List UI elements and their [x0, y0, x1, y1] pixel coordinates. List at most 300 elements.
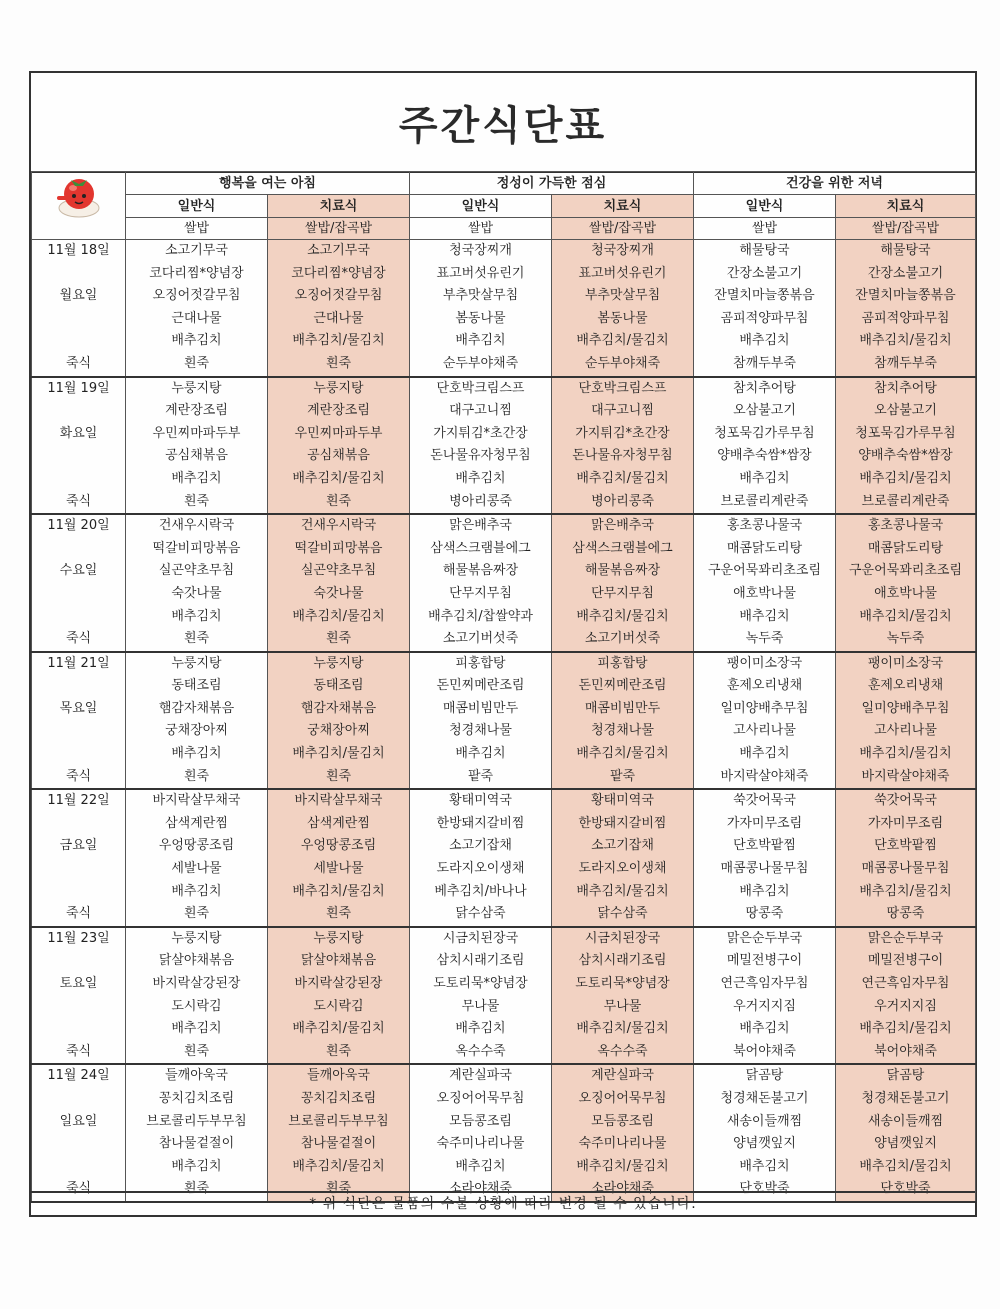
dish-item: 피홍합탕	[597, 655, 648, 671]
dish-item: 소고기잡채	[591, 838, 654, 854]
menu-cell	[410, 927, 552, 1065]
dish-item: 훈제오리냉채	[726, 678, 803, 694]
dish-item: 배추김치/물김치	[292, 333, 385, 349]
dish-item: 매콤콩나물무침	[861, 861, 950, 877]
dish-item: 북어야채죽	[874, 1043, 937, 1059]
rice-cell: 쌀밥	[694, 218, 836, 240]
page-title: 주간식단표	[31, 73, 975, 173]
dish-item: 근대나물	[171, 310, 222, 326]
dish-item: 배추김치	[455, 470, 506, 486]
rice-cell: 쌀밥	[126, 218, 268, 240]
dish-item: 배추김치	[171, 333, 222, 349]
dish-item: 단무지무침	[449, 585, 512, 601]
dish-item: 단호박팥찜	[874, 838, 937, 854]
dish-item: 누룽지탕	[313, 930, 364, 946]
dish-item: 참치추어탕	[874, 380, 937, 396]
dish-item: 도라지오이생채	[436, 861, 525, 877]
dish-item: 청포묵김가루무침	[714, 425, 815, 441]
dish-item: 애호박나물	[733, 585, 796, 601]
dish-item: 오징어젓갈무침	[294, 288, 383, 304]
dish-item: 새송이들깨찜	[726, 1113, 803, 1129]
rice-cell: 쌀밥/잡곡밥	[552, 218, 694, 240]
menu-cell	[836, 377, 976, 515]
dish-item: 햄감자채볶음	[300, 700, 377, 716]
dish-item: 배추김치/물김치	[576, 883, 669, 899]
spacer	[32, 445, 125, 468]
dish-item: 동태조림	[171, 678, 222, 694]
dish-item: 부추맛살무침	[442, 288, 519, 304]
dish-item: 참나물겉절이	[300, 1136, 377, 1152]
dish-item: 청포묵김가루무침	[855, 425, 956, 441]
dish-item: 홍초콩나물국	[867, 518, 944, 534]
dish-item: 구운어묵꽈리초조림	[848, 563, 963, 579]
spacer	[32, 538, 125, 561]
dish-item: 들깨아욱국	[307, 1068, 370, 1084]
dish-item: 소고기무국	[307, 243, 370, 258]
dish-item: 삼색스크램블에그	[430, 540, 531, 556]
dish-item: 배추김치/물김치	[859, 746, 952, 762]
dish-item: 소라야채죽	[449, 1181, 512, 1197]
dish-item: 공심채볶음	[307, 448, 370, 464]
dish-item: 소라야채죽	[591, 1181, 654, 1197]
menu-cell	[410, 377, 552, 515]
dish-item: 맑은순두부국	[867, 930, 944, 946]
dish-item: 배추김치/물김치	[576, 746, 669, 762]
dish-item: 도시락김	[313, 998, 364, 1014]
diet-type-header: 일반식	[410, 195, 552, 218]
weekly-menu-table	[31, 171, 976, 1203]
porridge-label: 죽식	[65, 631, 92, 647]
dish-item: 고사리나물	[733, 723, 796, 739]
dish-item: 병아리콩죽	[591, 493, 654, 509]
dish-item: 맑은순두부국	[726, 930, 803, 946]
date-label: 11월 24일	[47, 1068, 110, 1084]
day-label-cell	[32, 1064, 126, 1202]
dish-item: 계란장조림	[307, 403, 370, 419]
dish-item: 우엉땅콩조림	[158, 838, 235, 854]
date-label: 11월 20일	[47, 518, 110, 534]
dish-item: 청경채나물	[591, 723, 654, 739]
dish-item: 닭살야채볶음	[300, 953, 377, 969]
dish-item: 궁채장아찌	[165, 723, 228, 739]
dish-item: 배추김치/물김치	[292, 746, 385, 762]
dish-item: 봄동나물	[455, 310, 506, 326]
menu-cell	[268, 652, 410, 790]
dish-item: 삼치시래기조림	[578, 953, 667, 969]
day-row	[32, 240, 976, 377]
dish-item: 북어야채죽	[733, 1043, 796, 1059]
spacer	[32, 468, 125, 491]
dish-item: 배추김치/물김치	[576, 1158, 669, 1174]
menu-cell	[694, 514, 836, 652]
dish-item: 배추김치	[739, 470, 790, 486]
dish-item: 브로콜리두부무침	[288, 1113, 389, 1129]
dish-item: 매콤비빔만두	[442, 700, 519, 716]
menu-cell	[836, 927, 976, 1065]
dish-item: 계란장조림	[165, 403, 228, 419]
dish-item: 배추김치/물김치	[576, 1021, 669, 1037]
dish-item: 곰피적양파무침	[720, 310, 809, 326]
menu-cell	[268, 1064, 410, 1202]
dish-item: 흰죽	[325, 631, 352, 647]
menu-cell	[268, 240, 410, 377]
dish-item: 배추김치/물김치	[859, 883, 952, 899]
dish-item: 바지락살야채죽	[861, 768, 950, 784]
dish-item: 황태미역국	[591, 793, 654, 809]
dish-item: 삼치시래기조림	[436, 953, 525, 969]
day-label-cell	[32, 789, 126, 927]
date-label: 11월 22일	[47, 793, 110, 809]
dish-item: 바지락살야채죽	[720, 768, 809, 784]
spacer	[32, 1156, 125, 1179]
menu-cell	[836, 514, 976, 652]
dish-item: 배추김치	[739, 1021, 790, 1037]
dish-item: 대구고니찜	[449, 403, 512, 419]
dish-item: 돈민찌메란조림	[578, 678, 667, 694]
dish-item: 훈제오리냉채	[867, 678, 944, 694]
dish-item: 새송이들깨찜	[867, 1113, 944, 1129]
dish-item: 매콤닭도리탕	[867, 540, 944, 556]
dish-item: 흰죽	[325, 493, 352, 509]
dish-item: 황태미역국	[449, 793, 512, 809]
spacer	[32, 950, 125, 973]
menu-cell	[836, 652, 976, 790]
dish-item: 햄감자채볶음	[158, 700, 235, 716]
dish-item: 공심채볶음	[165, 448, 228, 464]
dish-item: 배추김치	[739, 608, 790, 624]
dish-item: 구운어묵꽈리초조림	[707, 563, 822, 579]
dish-item: 배추김치/물김치	[292, 608, 385, 624]
dish-item: 돈나물유자청무침	[430, 448, 531, 464]
dish-item: 매콤콩나물무침	[720, 861, 809, 877]
dish-item: 닭곰탕	[886, 1068, 925, 1084]
dish-item: 배추김치	[739, 746, 790, 762]
dish-item: 단호박크림스프	[436, 380, 525, 396]
dish-item: 고사리나물	[874, 723, 937, 739]
dish-item: 오삼불고기	[733, 403, 796, 419]
dish-item: 청경채돈불고기	[720, 1090, 809, 1106]
spacer	[32, 743, 125, 766]
dish-item: 배추김치/물김치	[859, 470, 952, 486]
dish-item: 흰죽	[325, 906, 352, 922]
dish-item: 계란실파국	[449, 1068, 512, 1084]
dish-item: 땅콩죽	[745, 906, 784, 922]
porridge-label: 죽식	[65, 1181, 92, 1197]
menu-cell	[126, 789, 268, 927]
spacer	[32, 1088, 125, 1111]
menu-cell	[552, 927, 694, 1065]
dish-item: 우거지지짐	[874, 998, 937, 1014]
dish-item: 간장소불고기	[867, 265, 944, 281]
dish-item: 누룽지탕	[171, 655, 222, 671]
porridge-label: 죽식	[65, 768, 92, 784]
meal-header-dinner: 건강을 위한 저녁	[694, 172, 976, 195]
dish-item: 순두부야채죽	[442, 355, 519, 371]
dish-item: 일미양배추무침	[861, 700, 950, 716]
menu-cell	[552, 652, 694, 790]
dish-item: 매콤닭도리탕	[726, 540, 803, 556]
dish-item: 코다리찜*양념장	[291, 265, 386, 281]
day-row	[32, 652, 976, 790]
day-row	[32, 1064, 976, 1202]
dish-item: 우민찌마파두부	[152, 425, 241, 441]
dish-item: 바지락살강된장	[152, 976, 241, 991]
rice-cell: 쌀밥	[410, 218, 552, 240]
day-row	[32, 789, 976, 927]
dish-item: 흰죽	[183, 355, 210, 371]
menu-cell	[694, 927, 836, 1065]
weekday-label: 목요일	[59, 700, 98, 716]
diet-type-header: 치료식	[552, 195, 694, 218]
menu-cell	[552, 514, 694, 652]
dish-item: 팥죽	[609, 768, 636, 784]
dish-item: 배추김치	[455, 1158, 506, 1174]
dish-item: 가지튀김*초간장	[575, 425, 670, 441]
dish-item: 배추김치	[739, 1158, 790, 1174]
dish-item: 홍초콩나물국	[726, 518, 803, 534]
menu-cell	[410, 652, 552, 790]
dish-item: 단호박팥찜	[733, 838, 796, 854]
menu-cell	[694, 1064, 836, 1202]
dish-item: 꽁치김치조림	[158, 1090, 235, 1106]
dish-item: 배추김치	[171, 1158, 222, 1174]
dish-item: 참깨두부죽	[733, 355, 796, 371]
spacer	[32, 813, 125, 836]
spacer	[32, 720, 125, 743]
dish-item: 배추김치	[171, 746, 222, 762]
dish-item: 시금치된장국	[442, 930, 519, 946]
dish-item: 옥수수죽	[597, 1043, 648, 1059]
menu-cell	[552, 1064, 694, 1202]
dish-item: 건새우시락국	[300, 518, 377, 534]
dish-item: 청경채돈불고기	[861, 1090, 950, 1106]
dish-item: 무나물	[461, 998, 500, 1014]
dish-item: 우엉땅콩조림	[300, 838, 377, 854]
dish-item: 숙주미나리나물	[436, 1136, 525, 1152]
dish-item: 삼색계란찜	[165, 815, 228, 831]
dish-item: 배추김치	[171, 1021, 222, 1037]
menu-cell	[126, 240, 268, 377]
dish-item: 참나물겉절이	[158, 1136, 235, 1152]
dish-item: 오징어어묵무침	[578, 1090, 667, 1106]
meal-header-lunch: 정성이 가득한 점심	[410, 172, 694, 195]
dish-item: 누룽지탕	[313, 655, 364, 671]
dish-item: 해물탕국	[739, 243, 790, 258]
dish-item: 도토리묵*양념장	[433, 976, 528, 991]
spacer	[32, 1018, 125, 1041]
dish-item: 누룽지탕	[313, 380, 364, 396]
dish-item: 브로콜리계란죽	[720, 493, 809, 509]
dish-item: 해물탕국	[880, 243, 931, 258]
porridge-label: 죽식	[65, 906, 92, 922]
dish-item: 바지락살강된장	[294, 976, 383, 991]
day-row	[32, 514, 976, 652]
menu-cell	[126, 514, 268, 652]
dish-item: 배추김치	[171, 470, 222, 486]
dish-item: 곰피적양파무침	[861, 310, 950, 326]
dish-item: 근대나물	[313, 310, 364, 326]
tomato-mascot-icon	[49, 172, 109, 224]
menu-cell	[410, 1064, 552, 1202]
tomato-mascot-logo	[32, 172, 126, 240]
dish-item: 실곤약초무침	[300, 563, 377, 579]
dish-item: 연근흑임자무침	[861, 976, 950, 991]
dish-item: 배추김치/물김치	[576, 608, 669, 624]
dish-item: 청국장찌개	[449, 243, 512, 258]
dish-item: 청국장찌개	[591, 243, 654, 258]
dish-item: 모듬콩조림	[449, 1113, 512, 1129]
dish-item: 흰죽	[183, 631, 210, 647]
dish-item: 흰죽	[183, 768, 210, 784]
spacer	[32, 858, 125, 881]
day-row	[32, 377, 976, 515]
spacer	[32, 996, 125, 1019]
spacer	[32, 881, 125, 904]
dish-item: 동태조림	[313, 678, 364, 694]
spacer	[32, 330, 125, 353]
dish-item: 우민찌마파두부	[294, 425, 383, 441]
dish-item: 간장소불고기	[726, 265, 803, 281]
dish-item: 연근흑임자무침	[720, 976, 809, 991]
day-label-cell	[32, 514, 126, 652]
dish-item: 삼색계란찜	[307, 815, 370, 831]
spacer	[32, 1133, 125, 1156]
dish-item: 흰죽	[183, 1043, 210, 1059]
dish-item: 배추김치/물김치	[292, 470, 385, 486]
dish-item: 피홍합탕	[455, 655, 506, 671]
dish-item: 쑥갓어묵국	[874, 793, 937, 809]
dish-item: 한방돼지갈비찜	[578, 815, 667, 831]
footnote: * 위 식단은 물품의 수불 상황에 따라 변경 될 수 있습니다.	[31, 1191, 975, 1215]
dish-item: 배추김치	[455, 746, 506, 762]
dish-item: 순두부야채죽	[584, 355, 661, 371]
day-row	[32, 927, 976, 1065]
dish-item: 양념깻잎지	[874, 1136, 937, 1152]
menu-cell	[126, 927, 268, 1065]
dish-item: 가자미무조림	[726, 815, 803, 831]
dish-item: 참치추어탕	[733, 380, 796, 396]
dish-item: 브로콜리두부무침	[146, 1113, 247, 1129]
weekday-label: 화요일	[59, 425, 98, 441]
dish-item: 녹두죽	[886, 631, 925, 647]
spacer	[32, 400, 125, 423]
dish-item: 삼색스크램블에그	[572, 540, 673, 556]
dish-item: 누룽지탕	[171, 930, 222, 946]
dish-item: 팽이미소장국	[867, 655, 944, 671]
dish-item: 꽁치김치조림	[300, 1090, 377, 1106]
menu-cell	[126, 652, 268, 790]
dish-item: 흰죽	[325, 768, 352, 784]
dish-item: 건새우시락국	[158, 518, 235, 534]
date-label: 11월 19일	[47, 380, 110, 396]
spacer	[32, 263, 125, 286]
dish-item: 흰죽	[325, 355, 352, 371]
dish-item: 잔멸치마늘쫑볶음	[714, 288, 815, 304]
dish-item: 가자미무조림	[867, 815, 944, 831]
dish-item: 맑은배추국	[449, 518, 512, 534]
dish-item: 한방돼지갈비찜	[436, 815, 525, 831]
dish-item: 배추김치/찹쌀약과	[428, 608, 533, 624]
dish-item: 코다리찜*양념장	[149, 265, 244, 281]
spacer	[32, 675, 125, 698]
dish-item: 대구고니찜	[591, 403, 654, 419]
dish-item: 해물볶음짜장	[584, 563, 661, 579]
dish-item: 계란실파국	[591, 1068, 654, 1084]
menu-cell	[268, 377, 410, 515]
diet-type-header: 치료식	[268, 195, 410, 218]
day-label-cell	[32, 377, 126, 515]
dish-item: 궁채장아찌	[307, 723, 370, 739]
dish-item: 단호박죽	[739, 1181, 790, 1197]
date-label: 11월 18일	[47, 243, 110, 258]
dish-item: 배추김치/물김치	[859, 1021, 952, 1037]
menu-cell	[410, 514, 552, 652]
dish-item: 매콤비빔만두	[584, 700, 661, 716]
menu-cell	[126, 377, 268, 515]
dish-item: 브로콜리계란죽	[861, 493, 950, 509]
dish-item: 단호박크림스프	[578, 380, 667, 396]
dish-item: 떡갈비피망볶음	[294, 540, 383, 556]
dish-item: 오삼불고기	[874, 403, 937, 419]
dish-item: 배추김치	[739, 883, 790, 899]
weekday-label: 월요일	[59, 288, 98, 304]
dish-item: 닭곰탕	[745, 1068, 784, 1084]
dish-item: 숙갓나물	[313, 585, 364, 601]
dish-item: 도라지오이생채	[578, 861, 667, 877]
porridge-label: 죽식	[65, 355, 92, 371]
dish-item: 흰죽	[183, 906, 210, 922]
menu-cell	[836, 1064, 976, 1202]
dish-item: 배추김치/물김치	[292, 1158, 385, 1174]
dish-item: 팽이미소장국	[726, 655, 803, 671]
dish-item: 잔멸치마늘쫑볶음	[855, 288, 956, 304]
dish-item: 도토리묵*양념장	[575, 976, 670, 991]
dish-item: 들깨아욱국	[165, 1068, 228, 1084]
menu-cell	[552, 377, 694, 515]
dish-item: 표고버섯유린기	[578, 265, 667, 281]
dish-item: 배추김치/물김치	[292, 1021, 385, 1037]
dish-item: 도시락김	[171, 998, 222, 1014]
menu-cell	[552, 789, 694, 927]
dish-item: 닭살야채볶음	[158, 953, 235, 969]
dish-item: 우거지지짐	[733, 998, 796, 1014]
spacer	[32, 606, 125, 629]
dish-item: 단호박죽	[880, 1181, 931, 1197]
date-label: 11월 21일	[47, 655, 110, 671]
dish-item: 흰죽	[183, 493, 210, 509]
menu-cell	[836, 240, 976, 377]
dish-item: 세발나물	[313, 861, 364, 877]
dish-item: 소고기잡채	[449, 838, 512, 854]
dish-item: 시금치된장국	[584, 930, 661, 946]
spacer	[32, 308, 125, 331]
day-label-cell	[32, 652, 126, 790]
menu-cell	[694, 652, 836, 790]
dish-item: 오징어어묵무침	[436, 1090, 525, 1106]
dish-item: 참깨두부죽	[874, 355, 937, 371]
dish-item: 배추김치	[455, 333, 506, 349]
dish-item: 배추김치/물김치	[576, 470, 669, 486]
dish-item: 배추김치	[171, 608, 222, 624]
dish-item: 땅콩죽	[886, 906, 925, 922]
dish-item: 닭수삼죽	[597, 906, 648, 922]
dish-item: 소고기버섯죽	[584, 631, 661, 647]
dish-item: 실곤약초무침	[158, 563, 235, 579]
day-label-cell	[32, 927, 126, 1065]
rice-cell: 쌀밥/잡곡밥	[268, 218, 410, 240]
weekday-label: 토요일	[59, 976, 98, 991]
dish-item: 배추김치/물김치	[859, 1158, 952, 1174]
